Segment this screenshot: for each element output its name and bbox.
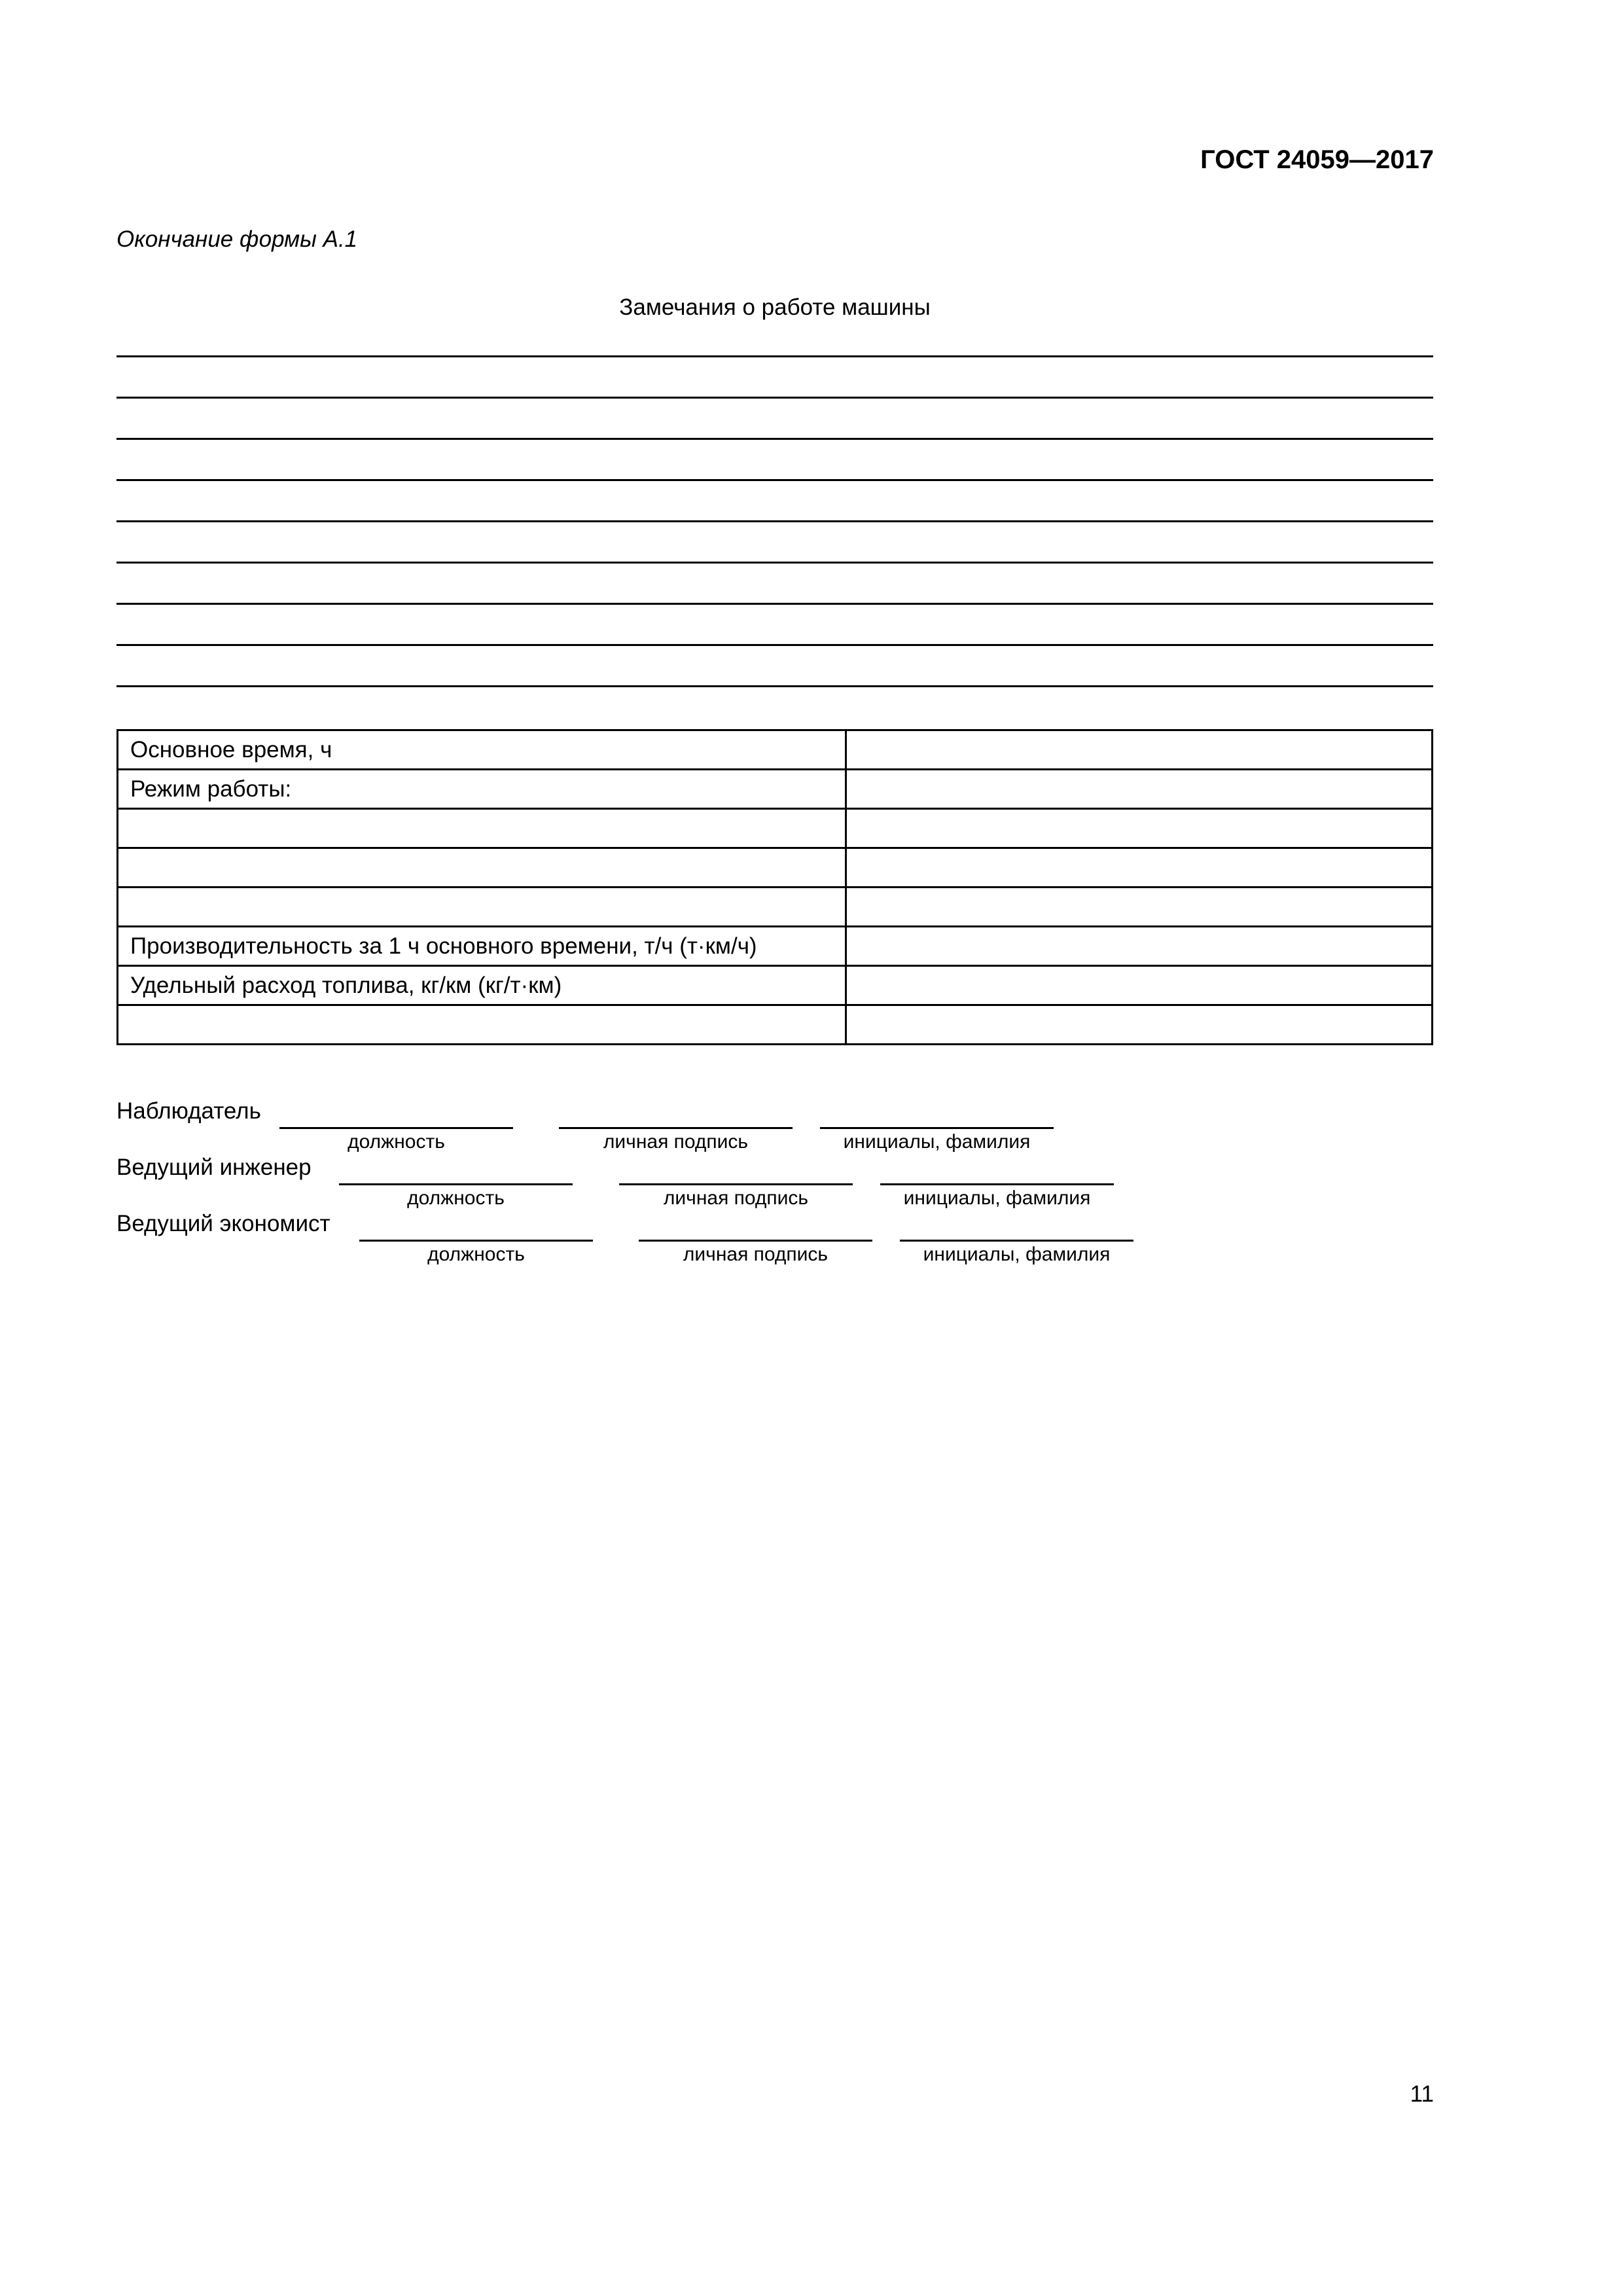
row-value-cell[interactable]: [846, 1005, 1433, 1045]
table-row: [118, 770, 1433, 809]
signature-role: Ведущий экономист: [116, 1211, 330, 1236]
name-caption: инициалы, фамилия: [923, 1244, 1111, 1265]
signature-role: Наблюдатель: [116, 1098, 261, 1124]
signature-field-line[interactable]: [619, 1183, 853, 1185]
row-value-cell[interactable]: [846, 888, 1433, 927]
signature-caption: личная подпись: [663, 1187, 809, 1209]
remarks-line[interactable]: [116, 520, 1433, 522]
row-value-cell[interactable]: [846, 848, 1433, 888]
row-label: Удельный расход топлива, кг/км (кг/т·км): [118, 966, 846, 1005]
parameters-table: [116, 729, 1433, 1045]
signature-field-line[interactable]: [559, 1127, 793, 1129]
remarks-title: Замечания о работе машины: [619, 295, 931, 320]
row-label: Основное время, ч: [118, 730, 846, 770]
position-caption: должность: [407, 1187, 505, 1209]
remarks-line[interactable]: [116, 603, 1433, 605]
row-value-cell[interactable]: [846, 966, 1433, 1005]
remarks-line[interactable]: [116, 355, 1433, 357]
row-value-cell[interactable]: [846, 809, 1433, 848]
position-field-line[interactable]: [359, 1240, 593, 1242]
page-number: 11: [1410, 2081, 1434, 2107]
signature-caption: личная подпись: [683, 1244, 829, 1265]
position-field-line[interactable]: [279, 1127, 513, 1129]
row-label: [118, 848, 846, 888]
remarks-line[interactable]: [116, 644, 1433, 646]
signature-caption: личная подпись: [603, 1131, 749, 1153]
signature-field-line[interactable]: [639, 1240, 872, 1242]
remarks-line[interactable]: [116, 479, 1433, 481]
remarks-line[interactable]: [116, 438, 1433, 440]
position-caption: должность: [348, 1131, 445, 1153]
position-caption: должность: [427, 1244, 525, 1265]
row-label: [118, 888, 846, 927]
row-label: Производительность за 1 ч основного времени, т/ч (т·км/ч): [118, 927, 846, 966]
name-caption: инициалы, фамилия: [843, 1131, 1031, 1153]
table-row: [118, 888, 1433, 927]
row-value-cell[interactable]: [846, 927, 1433, 966]
row-value-cell[interactable]: [846, 770, 1433, 809]
name-field-line[interactable]: [820, 1127, 1054, 1129]
name-caption: инициалы, фамилия: [903, 1187, 1091, 1209]
signature-role: Ведущий инженер: [116, 1155, 312, 1180]
table-row: [118, 927, 1433, 966]
form-continuation-caption: Окончание формы А.1: [116, 226, 358, 252]
position-field-line[interactable]: [339, 1183, 573, 1185]
remarks-line[interactable]: [116, 685, 1433, 687]
table-row: [118, 730, 1433, 770]
table-row: [118, 1005, 1433, 1045]
table-row: [118, 966, 1433, 1005]
row-label: [118, 809, 846, 848]
row-value-cell[interactable]: [846, 730, 1433, 770]
row-label: Режим работы:: [118, 770, 846, 809]
document-code: ГОСТ 24059—2017: [1200, 145, 1434, 174]
remarks-line[interactable]: [116, 562, 1433, 564]
remarks-line[interactable]: [116, 397, 1433, 399]
table-row: [118, 848, 1433, 888]
table-row: [118, 809, 1433, 848]
name-field-line[interactable]: [900, 1240, 1133, 1242]
row-label: [118, 1005, 846, 1045]
name-field-line[interactable]: [880, 1183, 1114, 1185]
